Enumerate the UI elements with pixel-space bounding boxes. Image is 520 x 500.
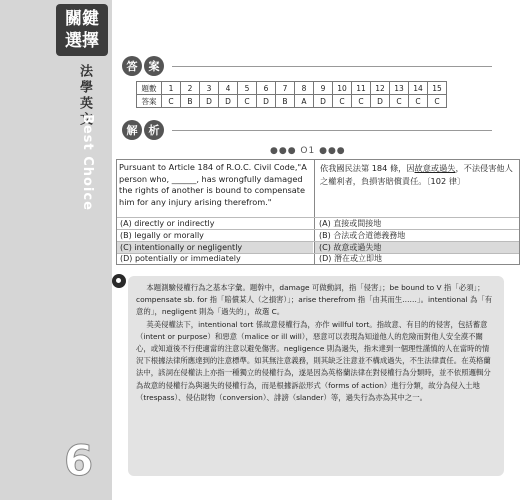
heading-rule [172, 130, 492, 131]
answer-cell: D [314, 95, 333, 108]
question-num: 13 [390, 82, 409, 95]
option-zh-b: (B) 合法或合道德義務地 [319, 231, 406, 240]
answer-table-row-answers [137, 95, 447, 108]
answer-table-row-numbers [137, 82, 447, 95]
answer-cell: B [276, 95, 295, 108]
question-box [116, 159, 520, 265]
answer-table [136, 81, 447, 108]
explanation-bullet-icon [112, 274, 126, 288]
question-chinese-part1: 依我國民法第 184 條，因 [320, 163, 415, 173]
explanation-box [128, 276, 504, 476]
answer-heading [122, 56, 492, 76]
heading-rule [172, 66, 492, 67]
question-num: 2 [181, 82, 200, 95]
answer-cell: C [238, 95, 257, 108]
question-num: 6 [257, 82, 276, 95]
option-zh-a: (A) 直接或間接地 [319, 219, 382, 228]
answer-cell: C [352, 95, 371, 108]
sidebar-strip [0, 0, 112, 500]
question-num: 9 [314, 82, 333, 95]
answer-cell: C [428, 95, 447, 108]
question-num: 8 [295, 82, 314, 95]
answer-cell: D [371, 95, 390, 108]
analysis-heading-char1: 解 [122, 120, 142, 140]
question-num: 1 [162, 82, 181, 95]
chapter-tab-line1: 關鍵 [65, 9, 99, 29]
answer-heading-char1: 答 [122, 56, 142, 76]
option-zh-d: (D) 潛在或立即地 [319, 254, 382, 263]
question-num: 15 [428, 82, 447, 95]
answer-cell: C [409, 95, 428, 108]
answer-cell: C [162, 95, 181, 108]
analysis-heading [122, 120, 492, 140]
answer-cell: C [390, 95, 409, 108]
option-en-d: (D) potentially or immediately [120, 254, 241, 263]
answer-heading-char2: 案 [144, 56, 164, 76]
subject-title: 法學英文 [77, 64, 92, 128]
row-label-answers: 答案 [137, 95, 162, 108]
answer-cell: D [257, 95, 276, 108]
question-num: 4 [219, 82, 238, 95]
option-en-c-correct: (C) intentionally or negligently [117, 242, 313, 253]
analysis-heading-char2: 析 [144, 120, 164, 140]
question-num: 10 [333, 82, 352, 95]
question-chinese-keyword: 故意或過失 [414, 163, 456, 173]
answer-cell: D [200, 95, 219, 108]
question-num: 7 [276, 82, 295, 95]
chapter-tab-line2: 選擇 [65, 31, 99, 51]
explanation-paragraph-2: 英美侵權法下，intentional tort 係故意侵權行為，亦作 willful tort。指故意、有目的的侵害，包括蓄意（intent or purpose）和惡意（malice or ill will），惡意可以表現為知道他人的危險而對他人安全漠不關心，或知道後不行使適當的注意以避免傷害。negligence 則為過失，指未達到一個理性謹慎的人在當時的情況下根據法律所應達到的注意標準。如其無注意義務，則其缺乏注意並不構成過失，不生法律責任。在英格蘭法中，該詞在侵權法上亦指一種獨立的侵權行為，遂是因為英格蘭法律在對侵權行為分類時，並不依照邏輯分為故意的侵權行為與過失的侵權行為，而是根據訴訟形式（forms of action）進行分類，故分為侵入土地（trespass）、侵佔財物（conversion）、誹謗（slander）等，過失行為亦為其中之一。 [136, 319, 491, 402]
question-num: 5 [238, 82, 257, 95]
option-zh-c-correct: (C) 故意或過失地 [315, 242, 519, 253]
answer-cell: A [295, 95, 314, 108]
answer-cell: B [181, 95, 200, 108]
main-content [116, 0, 520, 500]
option-en-a: (A) directly or indirectly [120, 219, 215, 228]
chapter-tab [56, 4, 108, 56]
answer-cell: C [333, 95, 352, 108]
option-en-b: (B) legally or morally [120, 231, 204, 240]
question-chinese [320, 162, 516, 187]
question-english: Pursuant to Article 184 of R.O.C. Civil Code,"A person who, ______, has wrongfully damaged the rights of another is bound to compensate him for any injury arising therefrom." [119, 162, 307, 207]
question-num: 3 [200, 82, 219, 95]
page-number: 6 [64, 436, 94, 485]
question-chinese-part2: ，不法侵害他人之權利者，負損害賠償責任。〔102 律〕 [320, 163, 513, 186]
series-title: Best Choice [80, 114, 95, 211]
answer-cell: D [219, 95, 238, 108]
question-number: ●●● O1 ●●● [270, 146, 346, 156]
question-num: 12 [371, 82, 390, 95]
question-num: 14 [409, 82, 428, 95]
explanation-paragraph-1: 本題測驗侵權行為之基本字彙。題幹中，damage 可做動詞，指「侵害」；be bound to V 指「必須」；compensate sb. for 指「賠償某人（之損害）」；arise therefrom 指「由其而生……」。intentional 為「有意的」，negligent 則為「過失的」，故選 C。 [136, 283, 493, 317]
row-label-numbers: 題數 [137, 82, 162, 95]
question-num: 11 [352, 82, 371, 95]
